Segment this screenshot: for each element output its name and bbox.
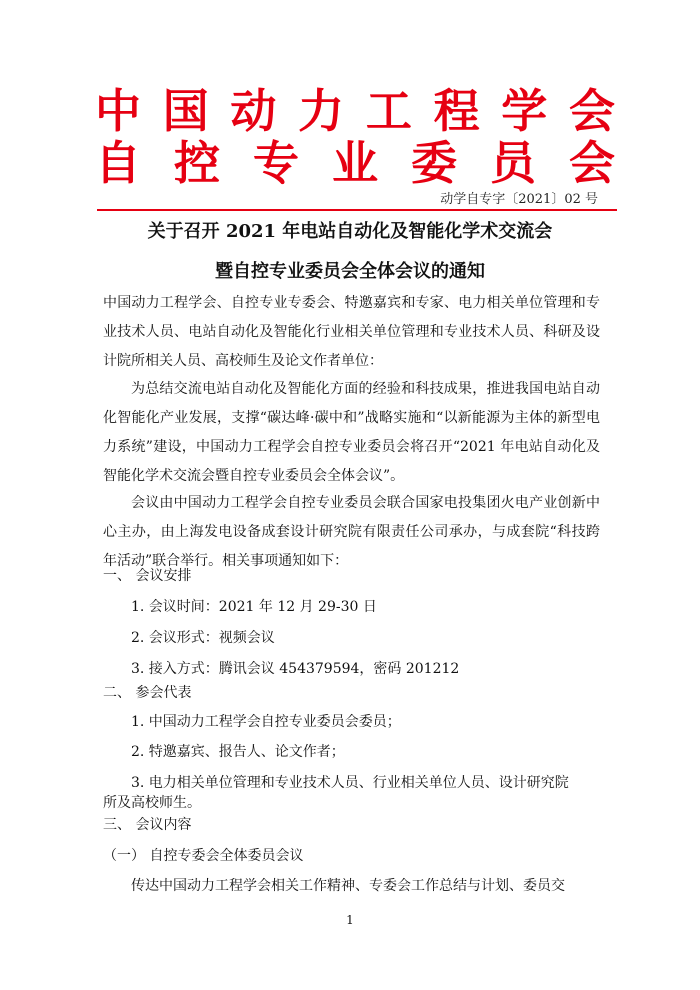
intro-paragraph: 为总结交流电站自动化及智能化方面的经验和科技成果，推进我国电站自动化智能化产业发展，支撑“碳达峰·碳中和”战略实施和“以新能源为主体的新型电力系统”建设，中国动力工程学会自控专业委员会将召开“2021 年电站自动化及智能化学术交流会暨自控专业委员会全体会议”。 [103, 381, 600, 484]
section-heading: 一、 会议安排 [103, 568, 192, 584]
addressee-paragraph: 中国动力工程学会、自控专业专委会、特邀嘉宾和专家、电力相关单位管理和专业技术人员、电站自动化及智能化行业相关单位管理和专业技术人员、科研及设计院所相关人员、高校师生及论文作者单位： [103, 295, 600, 369]
body-text: 传达中国动力工程学会相关工作精神、专委会工作总结与计划、委员交 [131, 878, 565, 894]
committee-name: 自控专业委员会 [95, 136, 615, 190]
list-item: 2. 特邀嘉宾、报告人、论文作者； [131, 744, 345, 760]
list-item: 2. 会议形式：视频会议 [131, 630, 275, 646]
list-item: 1. 会议时间：2021 年 12 月 29-30 日 [131, 599, 377, 615]
section-heading: 二、 参会代表 [103, 685, 192, 701]
section-heading: 三、 会议内容 [103, 817, 192, 833]
page-number: 1 [346, 913, 354, 927]
notice-title-line2: 暨自控专业委员会全体会议的通知 [215, 261, 485, 282]
list-item-continuation: 所及高校师生。 [103, 795, 201, 811]
subsection-heading: （一） 自控专委会全体委员会议 [103, 848, 304, 864]
list-item: 1. 中国动力工程学会自控专业委员会委员； [131, 714, 401, 730]
document-number: 动学自专字〔2021〕02 号 [440, 192, 598, 207]
organizers-paragraph: 会议由中国动力工程学会自控专业委员会联合国家电投集团火电产业创新中心主办，由上海发电设备成套设计研究院有限责任公司承办，与成套院“科技跨年活动”联合举行。相关事项通知如下： [103, 495, 600, 569]
list-item: 3. 电力相关单位管理和专业技术人员、行业相关单位人员、设计研究院 [131, 775, 569, 791]
organization-name: 中国动力工程学会 [95, 84, 615, 138]
list-item: 3. 接入方式：腾讯会议 454379594，密码 201212 [131, 661, 460, 677]
notice-title-line1: 关于召开 2021 年电站自动化及智能化学术交流会 [147, 221, 553, 242]
header-divider [97, 209, 617, 211]
